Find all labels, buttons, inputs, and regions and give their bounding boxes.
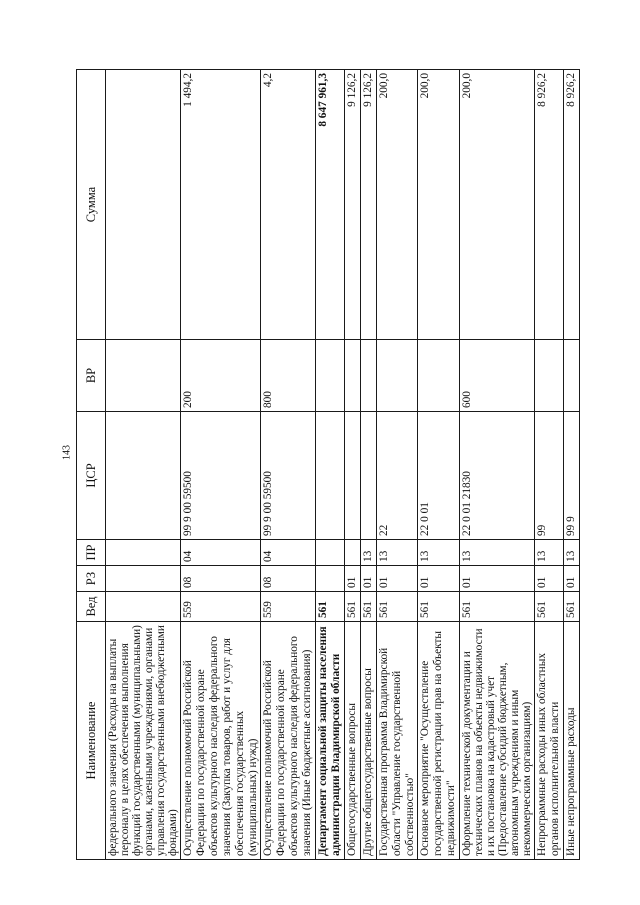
cell-csr — [360, 412, 376, 540]
cell-pr: 13 — [360, 540, 376, 566]
cell-ved: 561 — [460, 592, 535, 622]
cell-name: Осуществление полномочий Российской Федерации по государственной охране объектов культурного наследия федерального значения (Закупка товаров, работ и услуг для обеспечения государственных (муниципальных) нужд) — [181, 622, 261, 860]
cell-pr: 13 — [376, 540, 418, 566]
cell-ved: 561 — [563, 592, 579, 622]
cell-pr: 13 — [535, 540, 564, 566]
cell-csr: 99 9 00 59500 — [261, 412, 316, 540]
table-row — [460, 70, 535, 860]
cell-pr: 13 — [563, 540, 579, 566]
cell-pr: 13 — [418, 540, 460, 566]
cell-vr — [316, 340, 345, 412]
cell-pr — [106, 540, 181, 566]
cell-name: Непрограммные расходы иных областных органов исполнительной власти — [535, 622, 564, 860]
cell-sum: 200,0 — [418, 70, 460, 340]
rotated-page — [76, 70, 606, 860]
cell-sum: 8 647 961,3 — [316, 70, 345, 340]
cell-vr — [418, 340, 460, 412]
cell-vr — [535, 340, 564, 412]
cell-vr — [360, 340, 376, 412]
cell-rz: 01 — [563, 566, 579, 592]
cell-name: Оформление технической документации и технических планов на объекты недвижимости и их постановка на кадастровый учет (Предоставление субсидий бюджетным, автономным учреждениям и иным некоммерческим организациям) — [460, 622, 535, 860]
cell-name: Другие общегосударственные вопросы — [360, 622, 376, 860]
cell-vr — [344, 340, 360, 412]
page-number: 143 — [61, 445, 73, 460]
cell-ved — [106, 592, 181, 622]
cell-rz: 01 — [344, 566, 360, 592]
cell-csr — [316, 412, 345, 540]
cell-name: Департамент социальной защиты населения администрации Владимирской области — [316, 622, 345, 860]
table-row — [563, 70, 579, 860]
cell-name: Государственная программа Владимирской области "Управление государственной собственностью" — [376, 622, 418, 860]
cell-sum — [106, 70, 181, 340]
cell-ved: 561 — [418, 592, 460, 622]
cell-name: Осуществление полномочий Российской Федерации по государственной охране объектов культурного наследия федерального значения (Иные бюджетные ассигнования) — [261, 622, 316, 860]
cell-vr: 600 — [460, 340, 535, 412]
budget-table — [76, 69, 580, 860]
cell-rz: 01 — [460, 566, 535, 592]
table-row — [261, 70, 316, 860]
cell-name: Иные непрограммные расходы — [563, 622, 579, 860]
cell-csr — [106, 412, 181, 540]
table-row — [535, 70, 564, 860]
cell-csr — [344, 412, 360, 540]
cell-csr: 99 9 00 59500 — [181, 412, 261, 540]
table-row — [316, 70, 345, 860]
cell-name: Основное мероприятие "Осуществление государственной регистрации прав на объекты недвижимости" — [418, 622, 460, 860]
cell-vr — [376, 340, 418, 412]
table-header-row — [77, 70, 106, 860]
cell-name: федерального значения (Расходы на выплаты персоналу в целях обеспечения выполнения функций государственными (муниципальными) органами, казенными учреждениями, органами управления государственными внебюджетными фондами) — [106, 622, 181, 860]
cell-vr — [563, 340, 579, 412]
cell-rz: 01 — [376, 566, 418, 592]
header-pr: ПР — [77, 540, 106, 566]
cell-ved: 561 — [376, 592, 418, 622]
cell-pr — [316, 540, 345, 566]
cell-sum: 8 926,2 — [563, 70, 579, 340]
cell-pr: 04 — [261, 540, 316, 566]
cell-ved: 559 — [181, 592, 261, 622]
table-row — [360, 70, 376, 860]
cell-sum: 200,0 — [460, 70, 535, 340]
cell-csr: 22 — [376, 412, 418, 540]
cell-vr: 200 — [181, 340, 261, 412]
cell-csr: 22 0 01 21830 — [460, 412, 535, 540]
cell-pr: 04 — [181, 540, 261, 566]
cell-rz: 08 — [261, 566, 316, 592]
table-row — [344, 70, 360, 860]
cell-sum: 8 926,2 — [535, 70, 564, 340]
cell-ved: 561 — [316, 592, 345, 622]
cell-rz: 01 — [418, 566, 460, 592]
header-rz: РЗ — [77, 566, 106, 592]
header-name: Наименование — [77, 622, 106, 860]
cell-sum: 4,2 — [261, 70, 316, 340]
table-row — [106, 70, 181, 860]
cell-rz: 08 — [181, 566, 261, 592]
cell-ved: 559 — [261, 592, 316, 622]
cell-rz: 01 — [535, 566, 564, 592]
table-row — [181, 70, 261, 860]
table-row — [418, 70, 460, 860]
cell-ved: 561 — [344, 592, 360, 622]
cell-ved: 561 — [535, 592, 564, 622]
header-sum: Сумма — [77, 70, 106, 340]
cell-rz: 01 — [360, 566, 376, 592]
cell-vr — [106, 340, 181, 412]
cell-csr: 99 — [535, 412, 564, 540]
header-csr: ЦСР — [77, 412, 106, 540]
header-ved: Вед — [77, 592, 106, 622]
cell-rz — [106, 566, 181, 592]
cell-csr: 22 0 01 — [418, 412, 460, 540]
cell-sum: 9 126,2 — [344, 70, 360, 340]
header-vr: ВР — [77, 340, 106, 412]
cell-pr — [344, 540, 360, 566]
cell-sum: 9 126,2 — [360, 70, 376, 340]
cell-pr: 13 — [460, 540, 535, 566]
cell-csr: 99 9 — [563, 412, 579, 540]
cell-vr: 800 — [261, 340, 316, 412]
cell-rz — [316, 566, 345, 592]
cell-sum: 1 494,2 — [181, 70, 261, 340]
cell-sum: 200,0 — [376, 70, 418, 340]
cell-name: Общегосударственные вопросы — [344, 622, 360, 860]
cell-ved: 561 — [360, 592, 376, 622]
table-row — [376, 70, 418, 860]
